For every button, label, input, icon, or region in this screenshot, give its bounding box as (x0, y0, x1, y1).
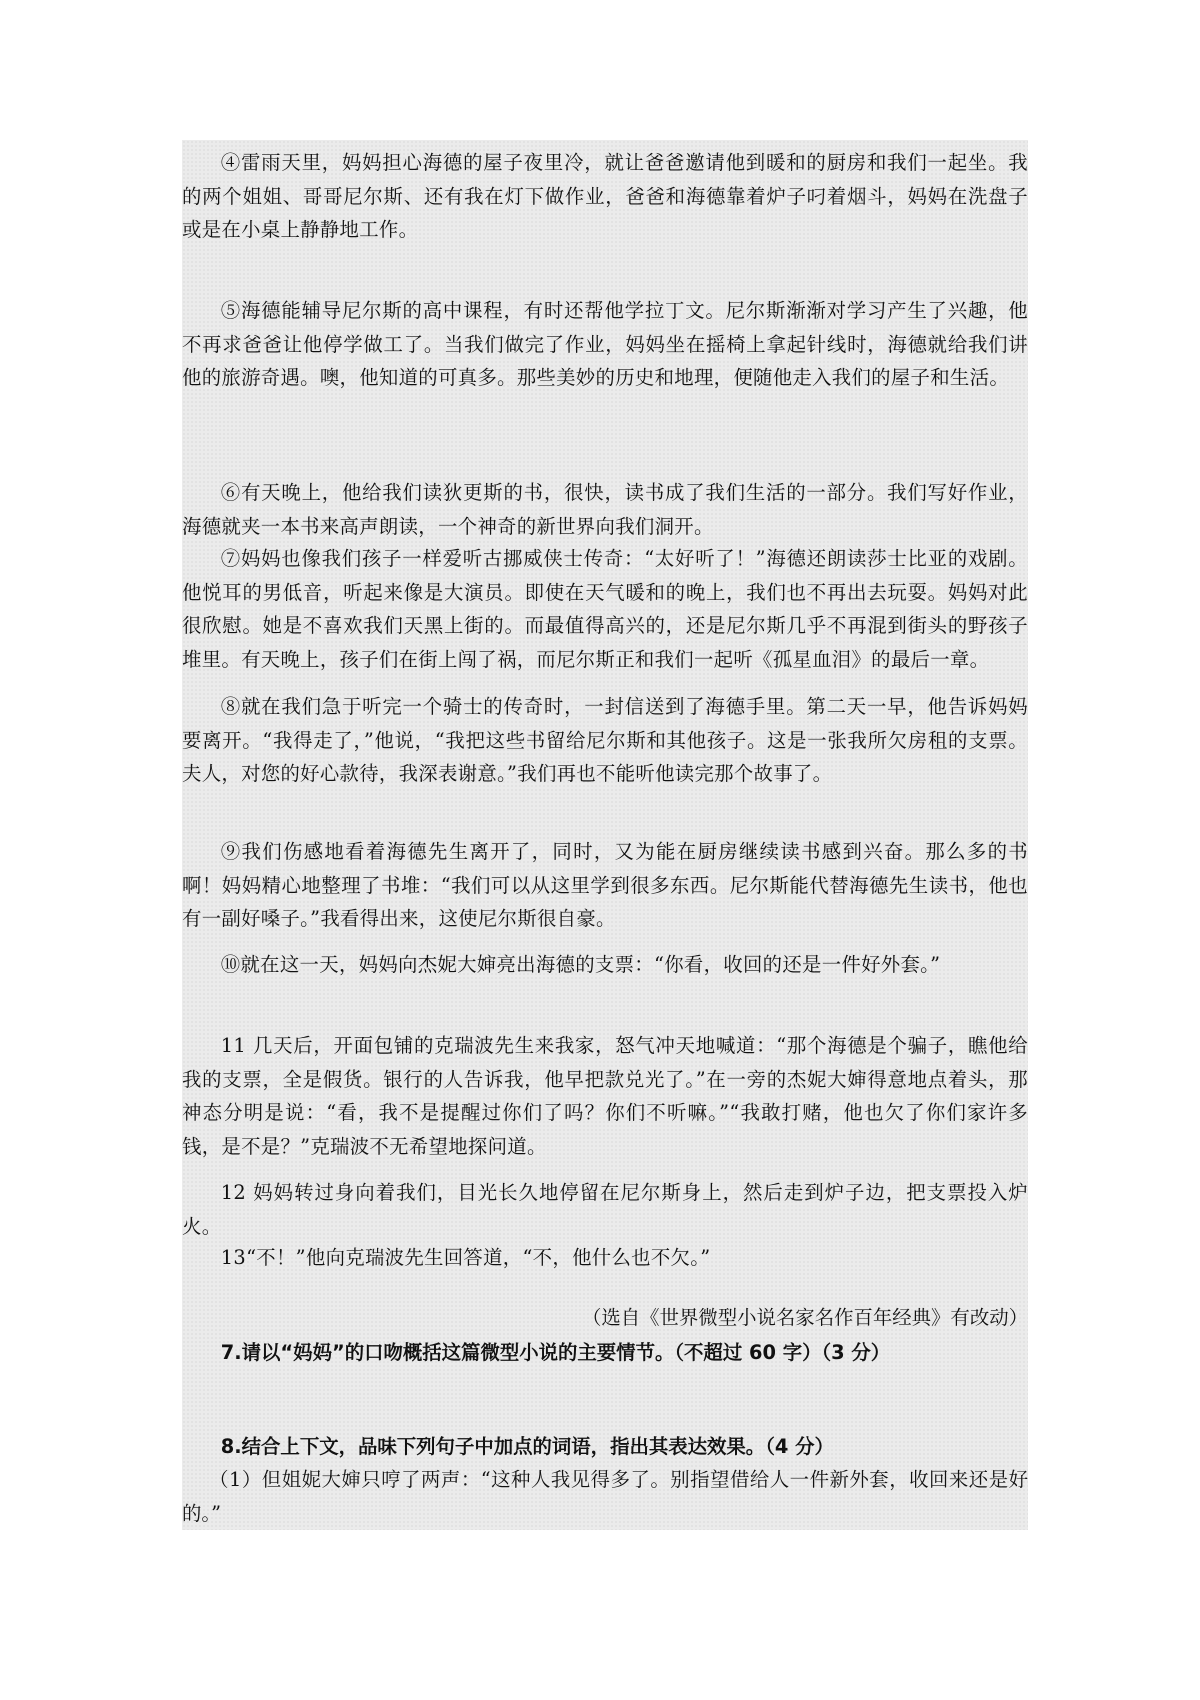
paragraph-11: 11 几天后，开面包铺的克瑞波先生来我家，怒气冲天地喊道：“那个海德是个骗子，瞧他给我的支票，全是假货。银行的人告诉我，他早把款兑光了。”在一旁的杰妮大婶得意地点着头，那神态分明是说：“看，我不是提醒过你们了吗？你们不听嘛。”“我敢打赌，他也欠了你们家许多钱，是不是？”克瑞波不无希望地探问道。 (182, 1034, 1028, 1158)
paragraph-4: ④雷雨天里，妈妈担心海德的屋子夜里冷，就让爸爸邀请他到暖和的厨房和我们一起坐。我的两个姐姐、哥哥尼尔斯、还有我在灯下做作业，爸爸和海德靠着炉子叼着烟斗，妈妈在洗盘子或是在小桌上静静地工作。 (182, 151, 1028, 241)
paragraph-13: 13“不！”他向克瑞波先生回答道，“不，他什么也不欠。” (220, 1246, 711, 1269)
paragraph-10: ⑩就在这一天，妈妈向杰妮大婶亮出海德的支票：“你看，收回的还是一件好外套。” (220, 953, 941, 976)
question-8-item-1: （1）但姐妮大婶只哼了两声：“这种人我见得多了。别指望借给人一件新外套，收回来还是好的。” (182, 1468, 1028, 1525)
paragraph-9: ⑨我们伤感地看着海德先生离开了，同时，又为能在厨房继续读书感到兴奋。那么多的书啊！妈妈精心地整理了书堆：“我们可以从这里学到很多东西。尼尔斯能代替海德先生读书，他也有一副好嗓子。”我看得出来，这使尼尔斯很自豪。 (182, 840, 1028, 930)
paragraph-7: ⑦妈妈也像我们孩子一样爱听古挪威侠士传奇：“太好听了！”海德还朗读莎士比亚的戏剧。他悦耳的男低音，听起来像是大演员。即使在天气暖和的晚上，我们也不再出去玩耍。妈妈对此很欣慰。她是不喜欢我们天黑上街的。而最值得高兴的，还是尼尔斯几乎不再混到街头的野孩子堆里。有天晚上，孩子们在街上闯了祸，而尼尔斯正和我们一起听《孤星血泪》的最后一章。 (182, 547, 1028, 671)
paragraph-12: 12 妈妈转过身向着我们，目光长久地停留在尼尔斯身上，然后走到炉子边，把支票投入炉火。 (182, 1181, 1028, 1238)
question-7: 7.请以“妈妈”的口吻概括这篇微型小说的主要情节。（不超过 60 字）（3 分） (220, 1341, 891, 1364)
paragraph-8: ⑧就在我们急于听完一个骑士的传奇时，一封信送到了海德手里。第二天一早，他告诉妈妈要离开。“我得走了，”他说，“我把这些书留给尼尔斯和其他孩子。这是一张我所欠房租的支票。夫人，对您的好心款待，我深表谢意。”我们再也不能听他读完那个故事了。 (182, 695, 1028, 785)
question-8: 8.结合上下文，品味下列句子中加点的词语，指出其表达效果。（4 分） (220, 1435, 834, 1458)
paragraph-6: ⑥有天晚上，他给我们读狄更斯的书，很快，读书成了我们生活的一部分。我们写好作业，海德就夹一本书来高声朗读，一个神奇的新世界向我们洞开。 (182, 481, 1028, 538)
paragraph-5: ⑤海德能辅导尼尔斯的高中课程，有时还帮他学拉丁文。尼尔斯渐渐对学习产生了兴趣，他不再求爸爸让他停学做工了。当我们做完了作业，妈妈坐在摇椅上拿起针线时，海德就给我们讲他的旅游奇遇。噢，他知道的可真多。那些美妙的历史和地理，便随他走入我们的屋子和生活。 (182, 299, 1028, 389)
source-citation: （选自《世界微型小说名家名作百年经典》有改动） (582, 1306, 1028, 1329)
